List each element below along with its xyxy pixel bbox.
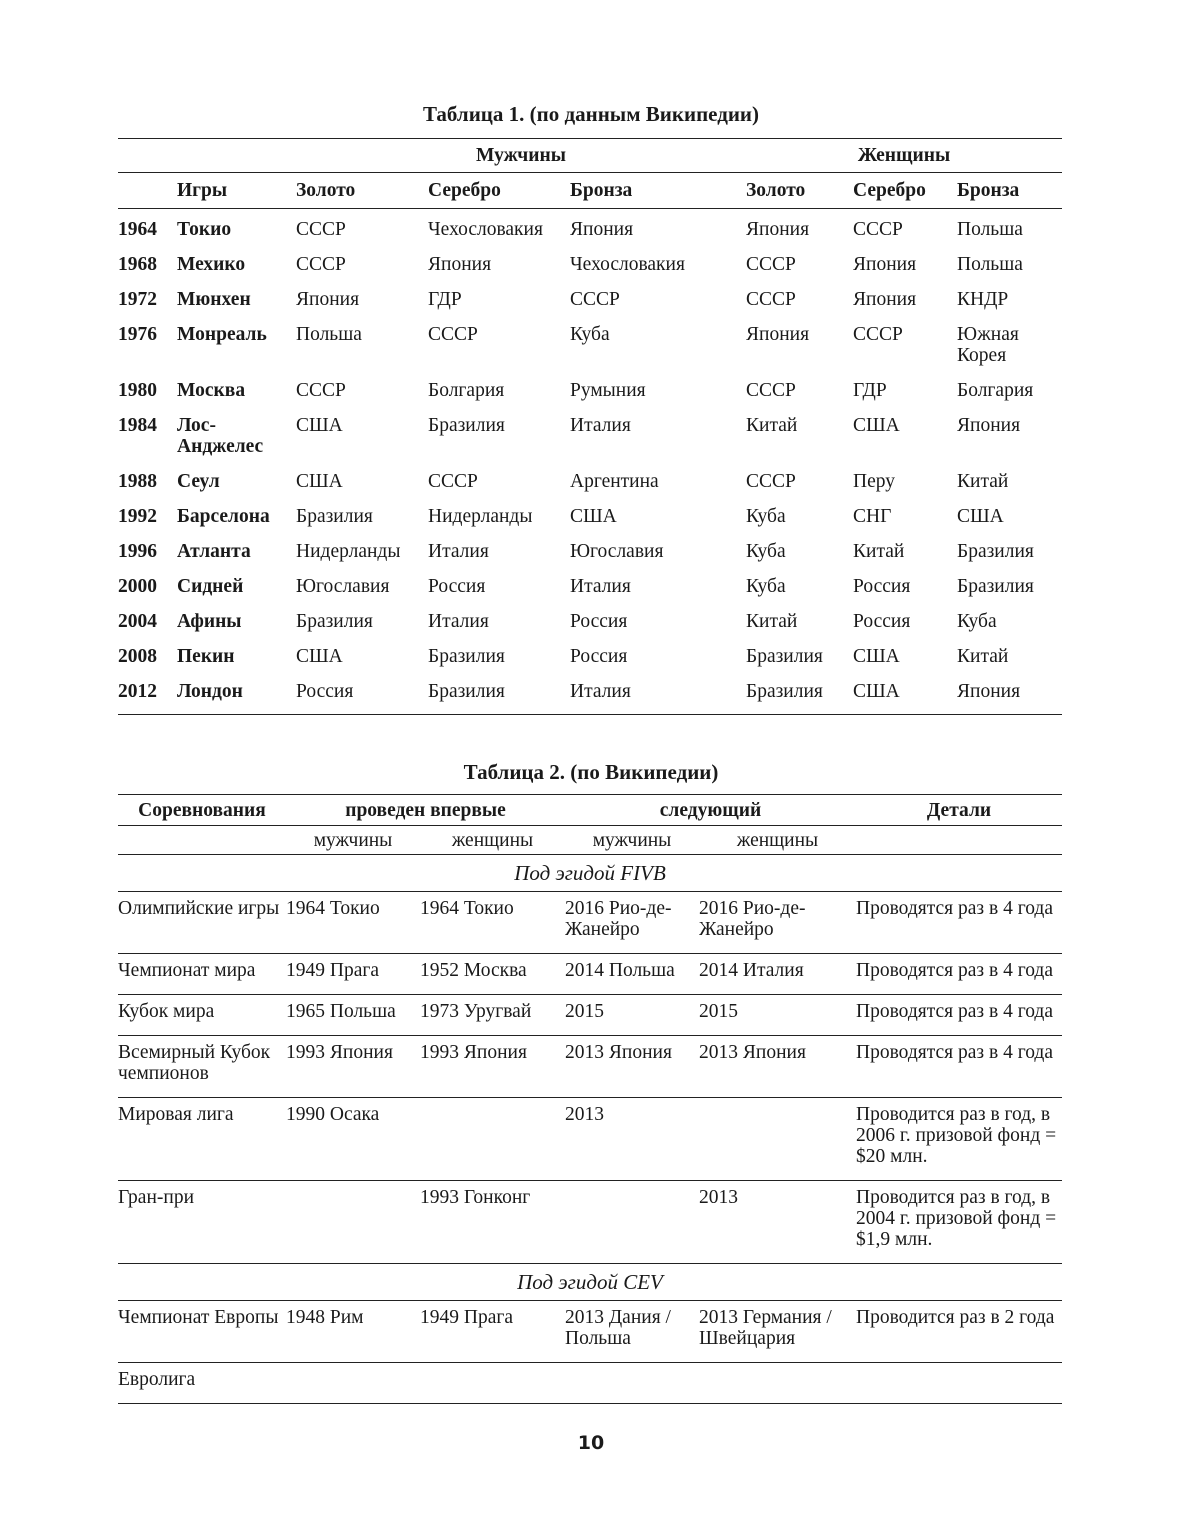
medal-cell: Нидерланды — [428, 506, 533, 527]
medal-cell: Япония — [853, 254, 917, 275]
medal-cell: Куба — [957, 611, 997, 632]
medal-cell: Япония — [428, 254, 492, 275]
details-cell: Проводится раз в год, в 2004 г. призовой фонд = $1,9 млн. — [856, 1181, 1062, 1264]
city-cell: Монреаль — [177, 324, 267, 345]
event-cell — [565, 1363, 699, 1404]
medal-cell: Польша — [957, 254, 1023, 275]
medal-cell: Бразилия — [428, 646, 505, 667]
city-cell: Мехико — [177, 254, 246, 275]
medal-cell: Бразилия — [428, 681, 570, 715]
column-header — [118, 173, 177, 209]
medal-cell: Бразилия — [428, 415, 505, 436]
details-cell: Проводится раз в год, в 2006 г. призовой фонд = $20 млн. — [856, 1098, 1062, 1181]
table-row — [118, 506, 1062, 541]
details-cell: Проводятся раз в 4 года — [856, 892, 1062, 954]
event-cell: 1964 Токио — [420, 892, 565, 954]
medal-cell: Япония — [957, 415, 1021, 436]
medal-cell: США — [296, 415, 343, 436]
medal-cell: Россия — [570, 646, 628, 667]
section-title: Под эгидой FIVB — [118, 855, 1062, 892]
column-header: Соревнования — [118, 795, 286, 826]
medal-cell: США — [853, 415, 900, 436]
event-cell: 2014 Италия — [699, 954, 856, 995]
medal-cell: Бразилия — [746, 681, 853, 715]
section-title: Под эгидой CEV — [118, 1264, 1062, 1301]
medal-cell: Япония — [853, 289, 917, 310]
year-cell: 1988 — [118, 471, 157, 492]
medal-cell: СССР — [853, 324, 903, 345]
medal-cell: Югославия — [296, 576, 390, 597]
medal-cell: КНДР — [957, 289, 1009, 310]
column-header: проведен впервые — [286, 795, 565, 826]
event-cell: 2013 Дания / Польша — [565, 1301, 699, 1363]
year-cell: 2004 — [118, 611, 157, 632]
table1-olympic-medals — [118, 138, 1062, 715]
event-cell: 2013 — [699, 1181, 856, 1264]
medal-cell: США — [853, 681, 957, 715]
table-row — [118, 289, 1062, 324]
event-cell: 1949 Прага — [420, 1301, 565, 1363]
city-cell: Сидней — [177, 576, 244, 597]
competition-cell: Евролига — [118, 1363, 286, 1404]
medal-cell: Куба — [746, 541, 786, 562]
city-cell: Пекин — [177, 646, 235, 667]
medal-cell: СССР — [296, 380, 346, 401]
table2-subheader — [118, 826, 1062, 855]
city-cell: Афины — [177, 611, 242, 632]
medal-cell: Япония — [296, 289, 360, 310]
details-cell: Проводятся раз в 4 года — [856, 995, 1062, 1036]
event-cell: 1993 Гонконг — [420, 1181, 565, 1264]
table2-header — [118, 795, 1062, 826]
table-row — [118, 995, 1062, 1036]
medal-cell: Бразилия — [296, 611, 373, 632]
group-men: Мужчины — [296, 139, 746, 173]
column-header: Серебро — [428, 173, 570, 209]
medal-cell: Аргентина — [570, 471, 659, 492]
event-cell — [699, 1363, 856, 1404]
medal-cell: Италия — [428, 541, 489, 562]
details-cell: Проводится раз в 2 года — [856, 1301, 1062, 1363]
city-cell: Барселона — [177, 506, 270, 527]
table-row — [118, 324, 1062, 380]
table-row — [118, 209, 1062, 255]
year-cell: 1972 — [118, 289, 157, 310]
event-cell: 1948 Рим — [286, 1301, 420, 1363]
event-cell: 1990 Осака — [286, 1098, 420, 1181]
table1-group-header — [118, 139, 1062, 173]
competition-cell: Всемирный Кубок чемпионов — [118, 1036, 286, 1098]
medal-cell: ГДР — [428, 289, 462, 310]
medal-cell: СССР — [428, 471, 478, 492]
city-cell: Мюнхен — [177, 289, 251, 310]
medal-cell: СССР — [746, 471, 796, 492]
medal-cell: Нидерланды — [296, 541, 401, 562]
medal-cell: Япония — [957, 681, 1062, 715]
competition-cell: Мировая лига — [118, 1098, 286, 1181]
table-row — [118, 611, 1062, 646]
event-cell: 1964 Токио — [286, 892, 420, 954]
medal-cell: Китай — [853, 541, 905, 562]
column-header: Золото — [746, 173, 853, 209]
table1-caption: Таблица 1. (по данным Википедии) — [422, 102, 760, 126]
medal-cell: Куба — [570, 324, 610, 345]
table-row — [118, 954, 1062, 995]
medal-cell: США — [570, 506, 617, 527]
event-cell — [565, 1181, 699, 1264]
table-row — [118, 681, 1062, 715]
medal-cell: Бразилия — [746, 646, 823, 667]
medal-cell: Италия — [570, 415, 631, 436]
event-cell: 2013 Германия / Швейцария — [699, 1301, 856, 1363]
medal-cell: Италия — [570, 576, 631, 597]
medal-cell: США — [296, 471, 343, 492]
competition-cell: Гран-при — [118, 1181, 286, 1264]
event-cell — [286, 1181, 420, 1264]
event-cell: 2016 Рио-де-Жанейро — [699, 892, 856, 954]
event-cell: 1965 Польша — [286, 995, 420, 1036]
medal-cell: Бразилия — [296, 506, 373, 527]
year-cell: 1996 — [118, 541, 157, 562]
medal-cell: Польша — [296, 324, 362, 345]
medal-cell: Россия — [570, 611, 628, 632]
medal-cell: Куба — [746, 506, 786, 527]
details-cell: Проводятся раз в 4 года — [856, 954, 1062, 995]
event-cell: 1993 Япония — [420, 1036, 565, 1098]
column-header: Бронза — [957, 173, 1062, 209]
medal-cell: Югославия — [570, 541, 664, 562]
table-row — [118, 646, 1062, 681]
column-header: Детали — [856, 795, 1062, 826]
medal-cell: Бразилия — [957, 576, 1034, 597]
medal-cell: Китай — [957, 471, 1009, 492]
medal-cell: Чехословакия — [570, 254, 685, 275]
medal-cell: Россия — [853, 576, 911, 597]
year-cell: 1984 — [118, 415, 157, 436]
event-cell: 1949 Прага — [286, 954, 420, 995]
event-cell: 2014 Польша — [565, 954, 699, 995]
city-cell: Сеул — [177, 471, 220, 492]
event-cell: 1993 Япония — [286, 1036, 420, 1098]
medal-cell: Южная Корея — [957, 324, 1019, 366]
city-cell: Атланта — [177, 541, 251, 562]
table-row — [118, 1301, 1062, 1363]
year-cell: 1968 — [118, 254, 157, 275]
year-cell: 2008 — [118, 646, 157, 667]
medal-cell: Перу — [853, 471, 895, 492]
column-header: следующий — [565, 795, 856, 826]
section-row — [118, 855, 1062, 892]
table2-caption: Таблица 2. (по Википедии) — [463, 760, 719, 784]
medal-cell: СССР — [746, 289, 796, 310]
table-row — [118, 1098, 1062, 1181]
subheader: женщины — [699, 826, 856, 855]
medal-cell: Япония — [570, 219, 634, 240]
section-row — [118, 1264, 1062, 1301]
year-cell: 2000 — [118, 576, 157, 597]
medal-cell: США — [957, 506, 1004, 527]
year-cell: 1992 — [118, 506, 157, 527]
competition-cell: Кубок мира — [118, 995, 286, 1036]
table-row — [118, 576, 1062, 611]
medal-cell: СССР — [853, 219, 903, 240]
medal-cell: Румыния — [570, 380, 646, 401]
medal-cell: Чехословакия — [428, 219, 543, 240]
city-cell: Токио — [177, 219, 232, 240]
medal-cell: Италия — [570, 681, 746, 715]
medal-cell: СССР — [428, 324, 478, 345]
medal-cell: Россия — [428, 576, 486, 597]
year-cell: 1980 — [118, 380, 157, 401]
event-cell: 2015 — [565, 995, 699, 1036]
table1-column-header — [118, 173, 1062, 209]
table-row — [118, 1363, 1062, 1404]
medal-cell: Польша — [957, 219, 1023, 240]
subheader: мужчины — [286, 826, 420, 855]
subheader: мужчины — [565, 826, 699, 855]
table-row — [118, 380, 1062, 415]
competition-cell: Чемпионат Европы — [118, 1301, 286, 1363]
event-cell — [420, 1363, 565, 1404]
column-header: Золото — [296, 173, 428, 209]
event-cell: 2013 — [565, 1098, 699, 1181]
event-cell: 2013 Япония — [565, 1036, 699, 1098]
medal-cell: СНГ — [853, 506, 892, 527]
year-cell: 1976 — [118, 324, 157, 345]
event-cell — [420, 1098, 565, 1181]
group-women: Женщины — [746, 139, 1062, 173]
table-row — [118, 1181, 1062, 1264]
column-header: Бронза — [570, 173, 746, 209]
event-cell — [286, 1363, 420, 1404]
medal-cell: США — [853, 646, 900, 667]
city-cell: Лос-Анджелес — [177, 415, 264, 457]
page-number: 10 — [577, 1432, 605, 1454]
event-cell — [699, 1098, 856, 1181]
medal-cell: СССР — [296, 219, 346, 240]
table-row — [118, 254, 1062, 289]
year-cell: 2012 — [118, 681, 177, 715]
details-cell: Проводятся раз в 4 года — [856, 1036, 1062, 1098]
event-cell: 2016 Рио-де-Жанейро — [565, 892, 699, 954]
column-header: Серебро — [853, 173, 957, 209]
column-header: Игры — [177, 173, 296, 209]
event-cell: 1952 Москва — [420, 954, 565, 995]
competition-cell: Олимпийские игры — [118, 892, 286, 954]
medal-cell: СССР — [570, 289, 620, 310]
event-cell: 2013 Япония — [699, 1036, 856, 1098]
medal-cell: СССР — [296, 254, 346, 275]
city-cell: Лондон — [177, 681, 296, 715]
medal-cell: Болгария — [428, 380, 505, 401]
medal-cell: Россия — [296, 681, 428, 715]
table-row — [118, 471, 1062, 506]
medal-cell: Бразилия — [957, 541, 1034, 562]
event-cell: 2015 — [699, 995, 856, 1036]
medal-cell: Болгария — [957, 380, 1034, 401]
competition-cell: Чемпионат мира — [118, 954, 286, 995]
medal-cell: СССР — [746, 254, 796, 275]
medal-cell: Китай — [957, 646, 1009, 667]
medal-cell: Япония — [746, 219, 810, 240]
table-row — [118, 892, 1062, 954]
table2-competitions — [118, 794, 1062, 1404]
table-row — [118, 415, 1062, 471]
medal-cell: Россия — [853, 611, 911, 632]
year-cell: 1964 — [118, 219, 157, 240]
city-cell: Москва — [177, 380, 246, 401]
medal-cell: ГДР — [853, 380, 887, 401]
event-cell: 1973 Уругвай — [420, 995, 565, 1036]
table-row — [118, 1036, 1062, 1098]
medal-cell: Китай — [746, 415, 798, 436]
subheader: женщины — [420, 826, 565, 855]
medal-cell: Япония — [746, 324, 810, 345]
medal-cell: СССР — [746, 380, 796, 401]
details-cell — [856, 1363, 1062, 1404]
medal-cell: Куба — [746, 576, 786, 597]
medal-cell: США — [296, 646, 343, 667]
table-row — [118, 541, 1062, 576]
medal-cell: Китай — [746, 611, 798, 632]
medal-cell: Италия — [428, 611, 489, 632]
